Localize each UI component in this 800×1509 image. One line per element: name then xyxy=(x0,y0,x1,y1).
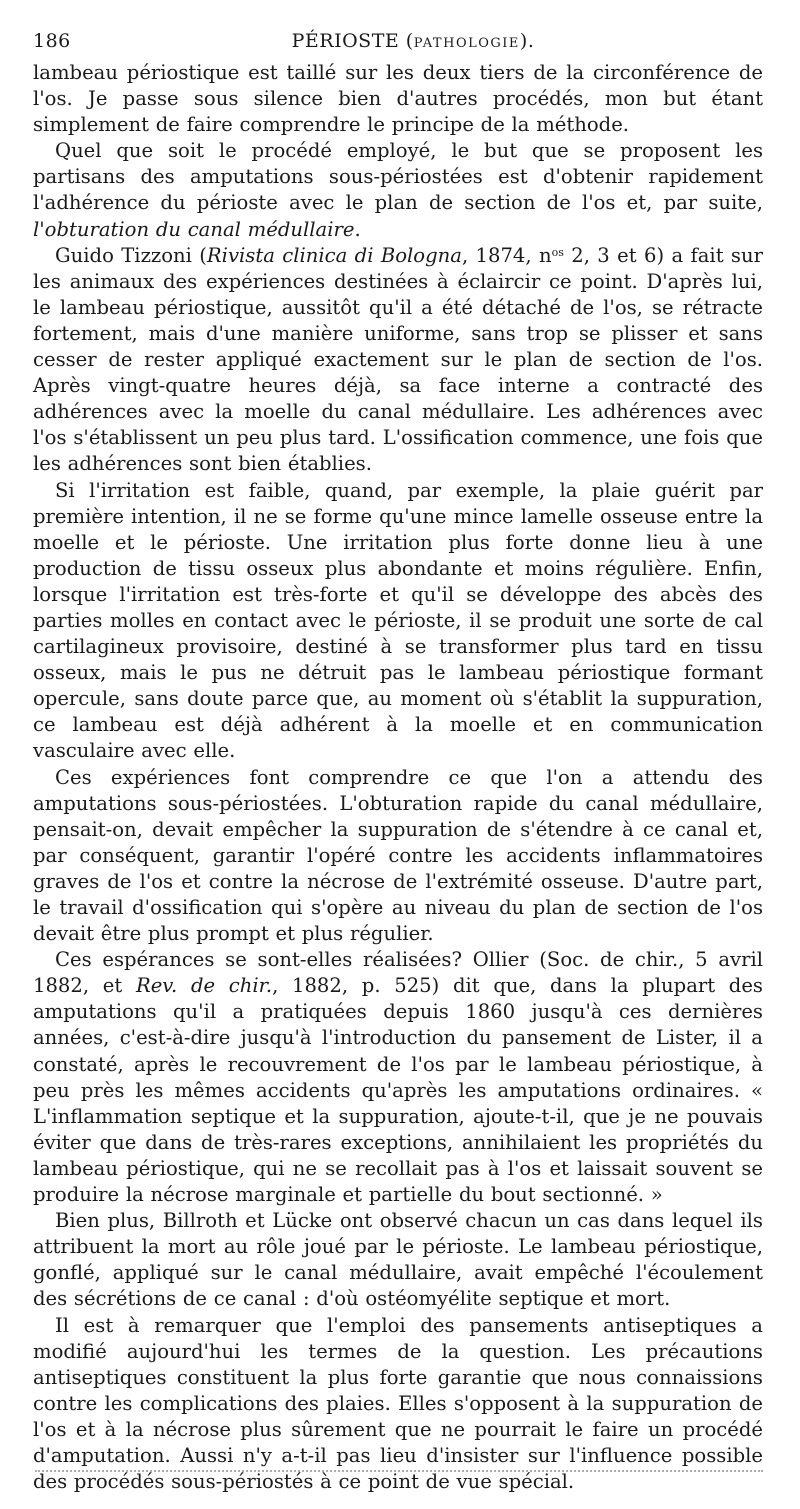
paragraph-7: Bien plus, Billroth et Lücke ont observé chacun un cas dans lequel ils attribuent la mort au rôle joué par le périoste. Le lambeau périostique, gonflé, appliqué sur le canal médullaire, avait empêché l'écoulement des sécrétions de ce canal : d'où ostéomyélite septique et mort. xyxy=(33,1209,763,1311)
paragraph-2-text-a: Quel que soit le procédé employé, le but que se proposent les partisans des amputations sous-périostées est d'obtenir rapidement l'adhérence du périoste avec le plan de section de l'os et, par suite, xyxy=(33,139,763,215)
running-title-close: ). xyxy=(519,30,535,52)
running-head xyxy=(33,30,763,60)
running-title-open: ( xyxy=(399,30,414,52)
paragraph-2-italic: l'obturation du canal médullaire xyxy=(33,217,355,241)
paragraph-3 xyxy=(33,243,763,478)
paragraph-3-journal-title: Rivista clinica di Bologna xyxy=(206,243,462,267)
paragraph-8: Il est à remarquer que l'emploi des pansements antiseptiques a modifié aujourd'hui les termes de la question. Les précautions antiseptiques constituent la plus forte garantie que nous connaissions contre les complications des plaies. Elles s'opposent à la suppuration de l'os et à la nécrose plus sûrement que ne pourrait le faire un procédé d'amputation. Aussi n'y a-t-il pas lieu d'insister sur l'influence possible des procédés sous-périostés à ce point de vue spécial. xyxy=(33,1313,763,1494)
paragraph-3-text-c: 2, 3 et 6) a fait sur les animaux des expériences destinées à éclaircir ce point. D'après lui, le lambeau périostique, aussitôt qu'il a été détaché de l'os, se rétracte fortement, mais d'une manière uniforme, sans trop se plisser et sans cesser de rester appliqué exactement sur le plan de section de l'os. Après vingt-quatre heures déjà, sa face interne a contracté des adhérences avec la moelle du canal médullaire. Les adhérences avec l'os s'établissent un peu plus tard. L'ossification commence, une fois que les adhérences sont bien établies. xyxy=(33,243,763,476)
running-title-sub: PATHOLOGIE xyxy=(413,36,520,51)
book-page xyxy=(33,30,763,1495)
paragraph-3-text-a: Guido Tizzoni ( xyxy=(55,243,207,267)
paragraph-3-superscript: os xyxy=(551,245,564,259)
paragraph-6 xyxy=(33,947,763,1208)
paragraph-2-text-b: . xyxy=(354,217,361,241)
paragraph-1: lambeau périostique est taillé sur les deux tiers de la circonférence de l'os. Je passe sous silence bien d'autres procédés, mon but étant simplement de faire comprendre le principe de la méthode. xyxy=(33,61,763,137)
paragraph-4: Si l'irritation est faible, quand, par exemple, la plaie guérit par première intention, il ne se forme qu'une mince lamelle osseuse entre la moelle et le périoste. Une irritation plus forte donne lieu à une production de tissu osseux plus abondante et moins régulière. Enfin, lorsque l'irritation est très-forte et qu'il se développe des abcès des parties molles en contact avec le périoste, il se produit une sorte de cal cartilagineux provisoire, destiné à se transformer plus tard en tissu osseux, mais le pus ne détruit pas le lambeau périostique formant opercule, sans doute parce que, au moment où s'établit la suppuration, ce lambeau est déjà adhérent à la moelle et en communication vasculaire avec elle. xyxy=(33,478,763,763)
running-title xyxy=(33,30,763,52)
running-title-main: PÉRIOSTE xyxy=(291,30,400,52)
paragraph-2 xyxy=(33,138,763,242)
paragraph-5: Ces expériences font comprendre ce que l'on a attendu des amputations sous-périostées. L'obturation rapide du canal médullaire, pensait-on, devait empêcher la suppuration de s'étendre à ce canal et, par conséquent, garantir l'opéré contre les accidents inflammatoires graves de l'os et contre la nécrose de l'extrémité osseuse. D'autre part, le travail d'ossification qui s'opère au niveau du plan de section de l'os devait être plus prompt et plus régulier. xyxy=(33,765,763,946)
paragraph-6-journal-title: Rev. de chir. xyxy=(135,974,273,998)
paragraph-6-text-b: , 1882, p. 525) dit que, dans la plupart des amputations qu'il a pratiquées depuis 1860 jusqu'à ces dernières années, c'est-à-dire jusqu'à l'introduction du pansement de Lister, il a constaté, après le recouvrement de l'os par le lambeau périostique, à peu près les mêmes accidents qu'après les amputations ordinaires. « L'inflammation septique et la suppuration, ajoute-t-il, que je ne pouvais éviter que dans de très-rares exceptions, annihilaient les propriétés du lambeau périostique, qui ne se recollait pas à l'os et laissait souvent se produire la nécrose marginale et partielle du bout sectionné. » xyxy=(33,974,763,1207)
page-number: 186 xyxy=(33,30,71,52)
body-text xyxy=(33,60,763,1495)
paragraph-6-text-a: Ces espérances se sont-elles réalisées? Ollier (Soc. de chir., 5 avril 1882, et xyxy=(33,948,763,998)
paragraph-3-text-b: , 1874, n xyxy=(461,243,552,267)
footer-rule xyxy=(35,1470,763,1472)
